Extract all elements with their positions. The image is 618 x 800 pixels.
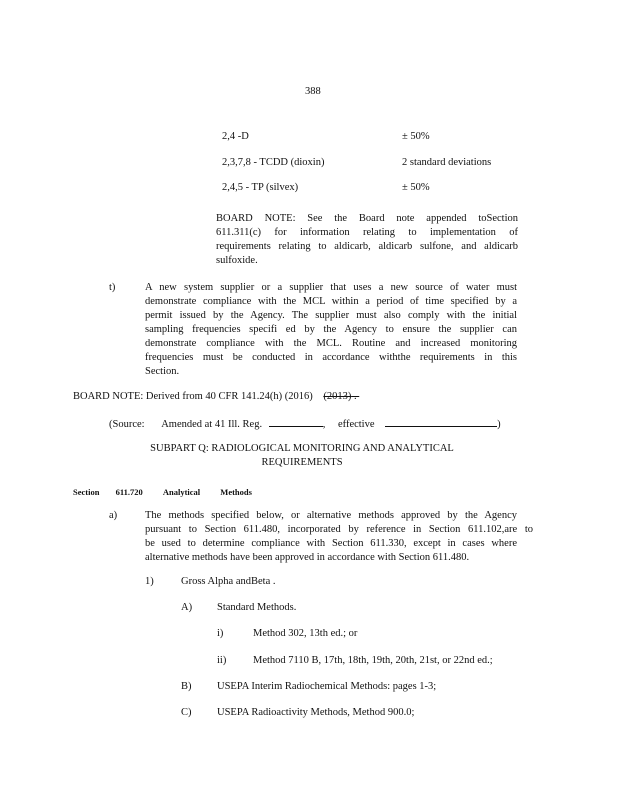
item-B-marker: B) xyxy=(181,681,192,692)
section-label: Section xyxy=(73,487,100,497)
item-i-text: Method 302, 13th ed.; or xyxy=(253,628,358,639)
section-heading xyxy=(73,485,252,499)
effective-date-blank xyxy=(385,416,497,427)
tolerance-compound: 2,3,7,8 - TCDD (dioxin) xyxy=(222,157,325,168)
board-note-derived-text: BOARD NOTE: Derived from 40 CFR 141.24(h) (2016) xyxy=(73,391,313,402)
board-note-line: 611.311(c) for information relating to implementation of xyxy=(216,227,518,238)
paragraph-line: be used to determine compliance with Section 611.330, except in cases where xyxy=(145,538,517,549)
item-i-marker: i) xyxy=(217,628,224,639)
section-subtitle: Methods xyxy=(220,487,252,497)
item-a-paragraph xyxy=(145,509,533,565)
item-C-marker: C) xyxy=(181,707,192,718)
item-t-marker: t) xyxy=(109,282,116,293)
paragraph-line: Section. xyxy=(145,366,180,377)
struck-dot: . xyxy=(351,391,360,402)
section-title: Analytical xyxy=(162,487,201,497)
tolerance-value: ± 50% xyxy=(402,131,430,142)
subpart-title-line: SUBPART Q: RADIOLOGICAL MONITORING AND ANALYTICAL xyxy=(150,443,454,454)
paragraph-line: demonstrate compliance with the MCL within a period of time specified by a xyxy=(145,296,517,307)
source-close: ) xyxy=(497,419,501,430)
tolerance-compound: 2,4,5 - TP (silvex) xyxy=(222,182,299,193)
item-t-paragraph xyxy=(145,281,517,379)
tolerance-value: ± 50% xyxy=(402,182,430,193)
board-note-aldicarb xyxy=(216,212,518,268)
board-note-derived xyxy=(73,390,359,404)
subpart-title-line: REQUIREMENTS xyxy=(261,457,343,468)
board-note-line: BOARD NOTE: See the Board note appended toSection xyxy=(216,213,518,224)
item-A-text: Standard Methods. xyxy=(217,602,297,613)
board-note-line: sulfoxide. xyxy=(216,255,258,266)
source-prefix: (Source: xyxy=(109,419,145,430)
item-A-marker: A) xyxy=(181,602,193,613)
paragraph-line: A new system supplier or a supplier that uses a new source of water must xyxy=(145,282,517,293)
paragraph-line: demonstrate compliance with the MCL. Routine and increased monitoring xyxy=(145,338,517,349)
subpart-title xyxy=(110,442,494,470)
tolerance-value: 2 standard deviations xyxy=(402,157,492,168)
item-1-text: Gross Alpha andBeta . xyxy=(181,576,276,587)
paragraph-line: The methods specified below, or alternative methods approved by the Agency xyxy=(145,510,517,521)
paragraph-line: sampling frequencies specifi ed by the Agency to ensure the supplier can xyxy=(145,324,517,335)
item-B-text: USEPA Interim Radiochemical Methods: pages 1-3; xyxy=(217,681,437,692)
source-amended: Amended at 41 Ill. Reg. xyxy=(161,419,263,430)
item-ii-marker: ii) xyxy=(217,655,227,666)
paragraph-line: permit issued by the Agency. The supplier must also comply with the initial xyxy=(145,310,517,321)
register-blank xyxy=(269,416,323,427)
source-comma: , xyxy=(322,419,326,430)
paragraph-line: alternative methods have been approved in accordance with Section 611.480. xyxy=(145,552,470,563)
board-note-line: requirements relating to aldicarb, aldicarb sulfone, and aldicarb xyxy=(216,241,518,252)
paragraph-line: frequencies must be conducted in accordance withthe requirements in this xyxy=(145,352,517,363)
paragraph-line: pursuant to Section 611.480, incorporated by reference in Section 611.102,are to xyxy=(145,524,533,535)
source-line xyxy=(109,416,501,432)
page-number: 388 xyxy=(305,86,321,97)
item-ii-text: Method 7110 B, 17th, 18th, 19th, 20th, 21st, or 22nd ed.; xyxy=(253,655,493,666)
item-C-text: USEPA Radioactivity Methods, Method 900.0; xyxy=(217,707,415,718)
source-effective: effective xyxy=(337,419,375,430)
struck-text: (2013) xyxy=(323,391,352,402)
item-1-marker: 1) xyxy=(145,576,154,587)
tolerance-compound: 2,4 -D xyxy=(222,131,249,142)
section-number: 611.720 xyxy=(115,487,143,497)
item-a-marker: a) xyxy=(109,510,118,521)
